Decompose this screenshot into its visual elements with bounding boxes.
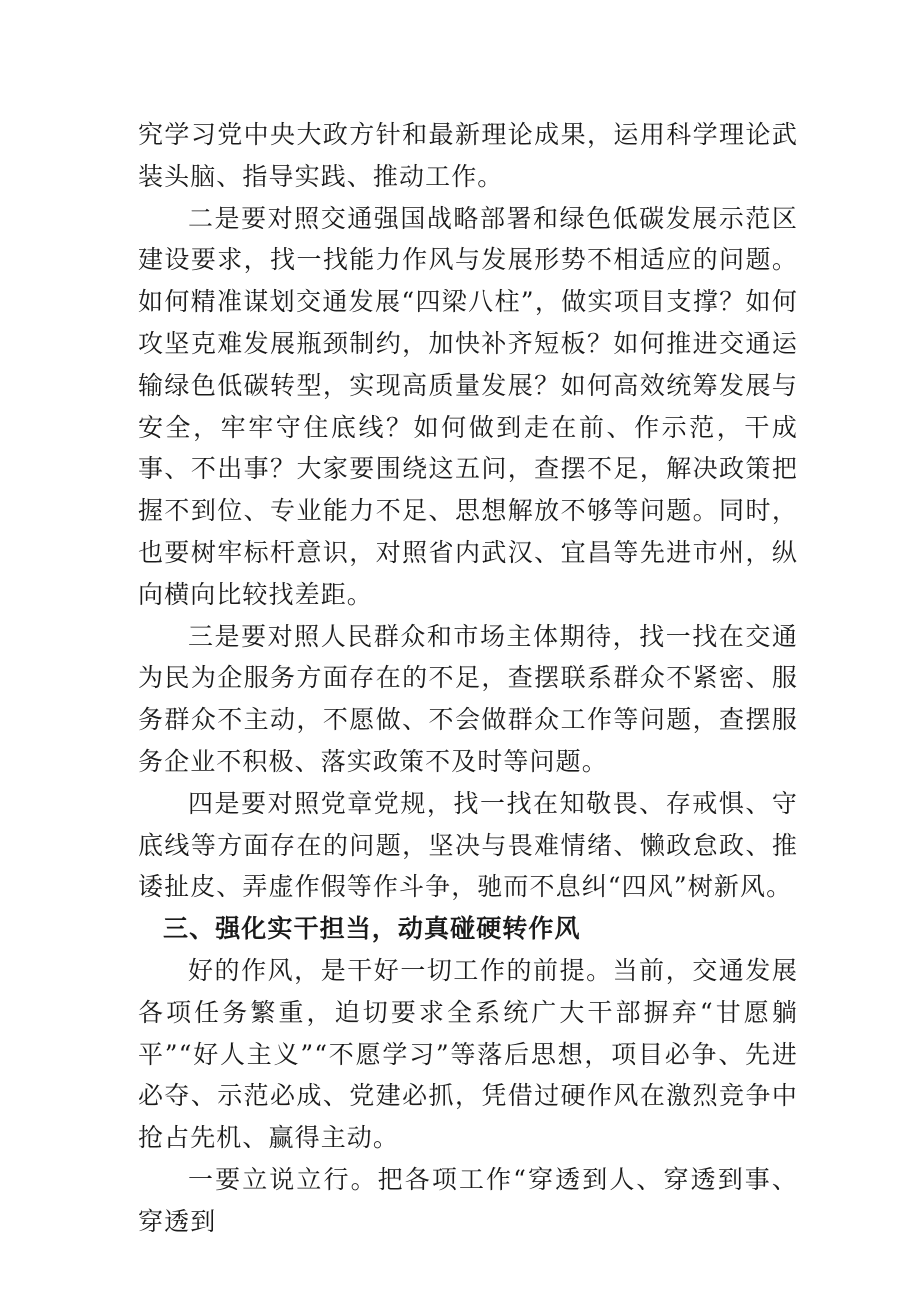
paragraph-section-intro: 好的作风，是干好一切工作的前提。当前，交通发展各项任务繁重，迫切要求全系统广大干部摒弃“甘愿躺平”“好人主义”“不愿学习”等落后思想，项目必争、先进必夺、示范必成、党建必抓，凭借过硬作风在激烈竞争中抢占先机、赢得主动。 [138, 955, 798, 1153]
document-body [138, 114, 798, 1243]
section-heading: 三、强化实干担当，动真碰硬转作风 [163, 914, 581, 944]
paragraph-point-three: 三是要对照人民群众和市场主体期待，找一找在交通为民为企服务方面存在的不足，查摆联系群众不紧密、服务群众不主动，不愿做、不会做群众工作等问题，查摆服务企业不积极、落实政策不及时等问题。 [138, 621, 798, 776]
paragraph-continued: 究学习党中央大政方针和最新理论成果，运用科学理论武装头脑、指导实践、推动工作。 [138, 120, 798, 191]
paragraph-point-one: 一要立说立行。把各项工作“穿透到人、穿透到事、穿透到 [138, 1164, 798, 1236]
paragraph-point-four: 四是要对照党章党规，找一找在知敬畏、存戒惧、守底线等方面存在的问题，坚决与畏难情绪、懒政怠政、推诿扯皮、弄虚作假等作斗争，驰而不息纠“四风”树新风。 [138, 788, 798, 902]
paragraph-point-two: 二是要对照交通强国战略部署和绿色低碳发展示范区建设要求，找一找能力作风与发展形势不相适应的问题。如何精准谋划交通发展“四梁八柱”，做实项目支撑？如何攻坚克难发展瓶颈制约，加快补齐短板？如何推进交通运输绿色低碳转型，实现高质量发展？如何高效统筹发展与安全，牢牢守住底线？如何做到走在前、作示范，干成事、不出事？大家要围绕这五问，查摆不足，解决政策把握不到位、专业能力不足、思想解放不够等问题。同时，也要树牢标杆意识，对照省内武汉、宜昌等先进市州，纵向横向比较找差距。 [138, 203, 798, 609]
